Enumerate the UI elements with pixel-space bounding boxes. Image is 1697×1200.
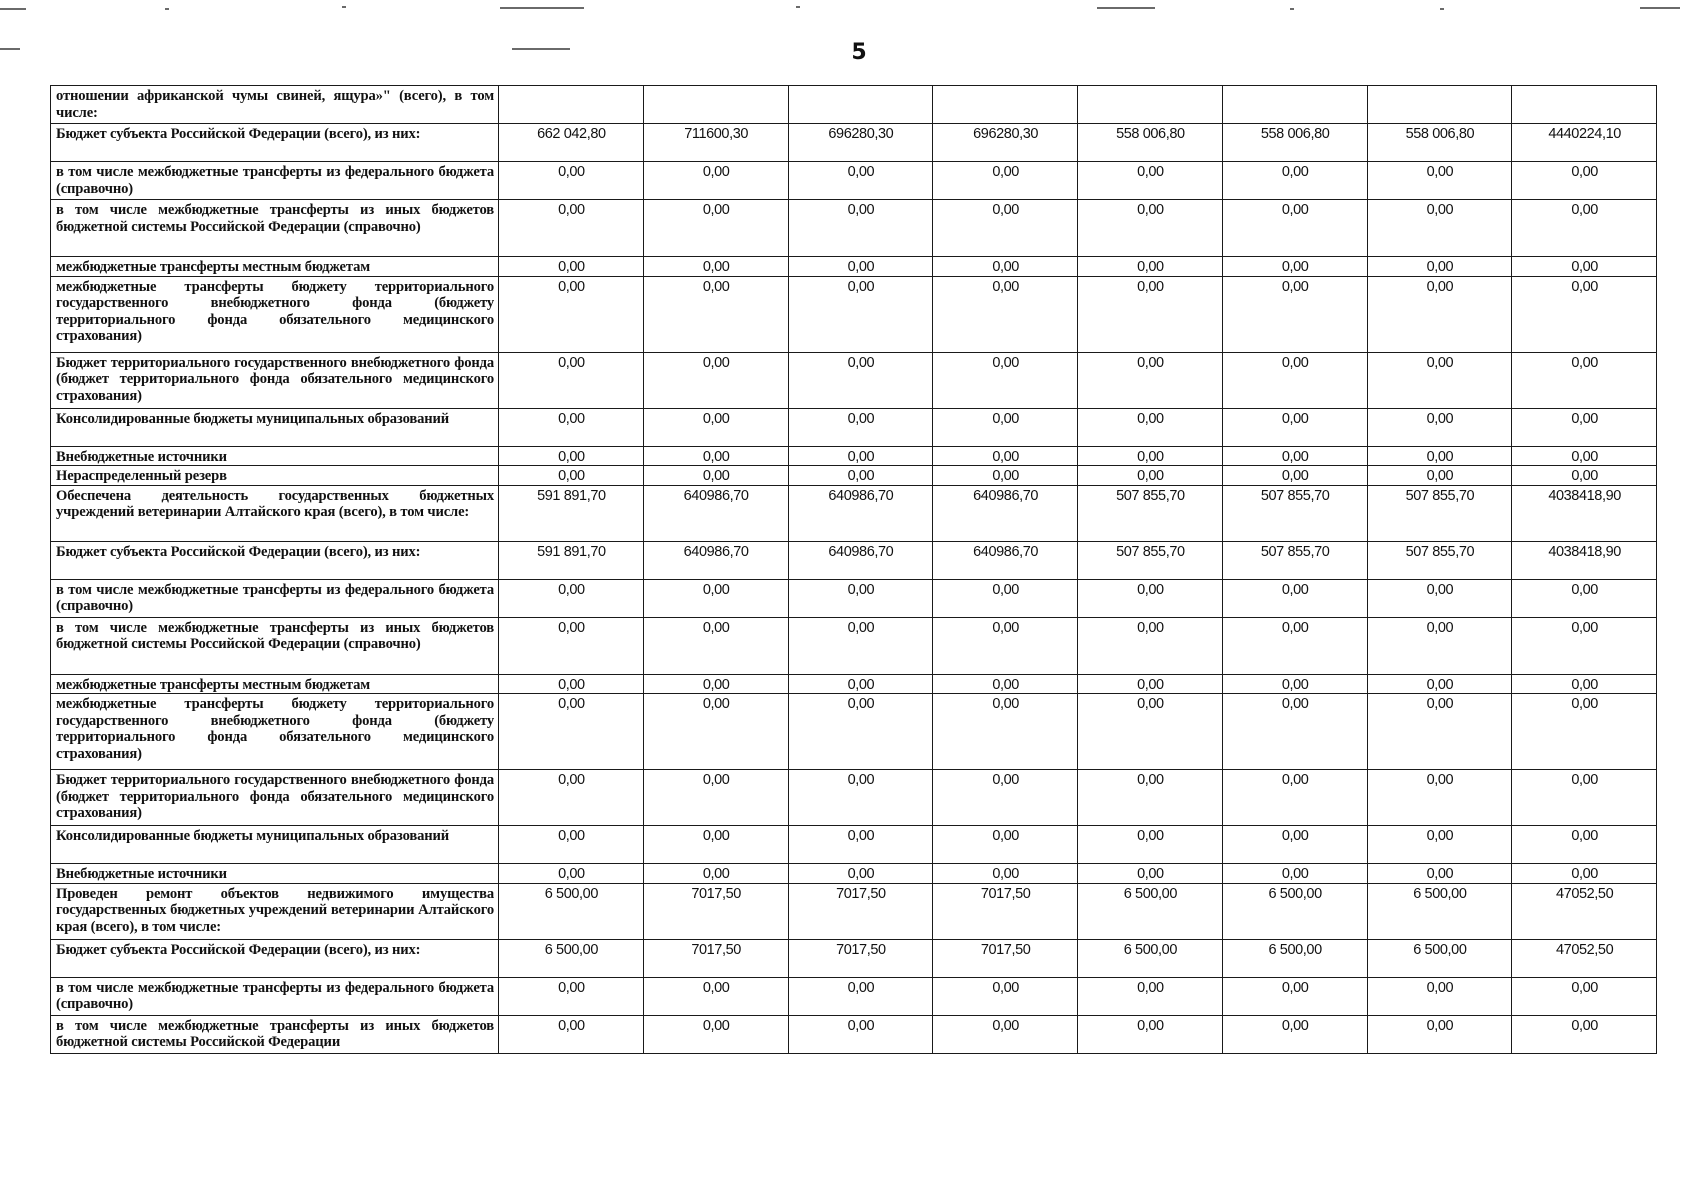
value-cell: 0,00 (788, 352, 933, 408)
value-cell: 507 855,70 (1367, 541, 1512, 579)
row-label: межбюджетные трансферты бюджету территориального государственного внебюджетного фонда (бюджету территориального фонда обязательного медицинского страхования) (51, 276, 499, 352)
value-cell: 0,00 (1512, 1015, 1657, 1053)
value-cell: 0,00 (933, 674, 1078, 694)
value-cell: 0,00 (1222, 408, 1367, 446)
table-row (51, 408, 1657, 446)
value-cell: 7017,50 (788, 883, 933, 939)
page-number: 5 (851, 40, 867, 65)
row-label: Бюджет субъекта Российской Федерации (всего), из них: (51, 541, 499, 579)
value-cell: 0,00 (1512, 826, 1657, 864)
row-label: в том числе межбюджетные трансферты из федерального бюджета (справочно) (51, 579, 499, 617)
value-cell: 0,00 (643, 674, 788, 694)
table-row (51, 466, 1657, 486)
value-cell: 0,00 (643, 466, 788, 486)
value-cell: 640986,70 (788, 541, 933, 579)
value-cell: 0,00 (933, 352, 1078, 408)
table-row (51, 485, 1657, 541)
value-cell: 0,00 (1367, 579, 1512, 617)
scan-artifacts (0, 0, 1697, 20)
value-cell: 0,00 (1367, 770, 1512, 826)
value-cell: 0,00 (1078, 694, 1223, 770)
value-cell: 507 855,70 (1078, 485, 1223, 541)
value-cell: 0,00 (1078, 352, 1223, 408)
table-row (51, 674, 1657, 694)
value-cell: 0,00 (499, 352, 644, 408)
table-row (51, 883, 1657, 939)
value-cell: 6 500,00 (499, 939, 644, 977)
value-cell: 0,00 (788, 674, 933, 694)
value-cell: 0,00 (1367, 408, 1512, 446)
value-cell: 0,00 (1512, 674, 1657, 694)
value-cell: 0,00 (1222, 162, 1367, 200)
value-cell: 0,00 (933, 617, 1078, 674)
value-cell: 0,00 (788, 826, 933, 864)
value-cell: 47052,50 (1512, 939, 1657, 977)
table-row (51, 86, 1657, 124)
value-cell: 507 855,70 (1222, 541, 1367, 579)
value-cell (933, 86, 1078, 124)
value-cell: 0,00 (643, 352, 788, 408)
value-cell (643, 86, 788, 124)
value-cell: 0,00 (788, 257, 933, 277)
value-cell: 640986,70 (933, 485, 1078, 541)
value-cell: 0,00 (1222, 864, 1367, 884)
value-cell: 0,00 (1078, 579, 1223, 617)
value-cell: 0,00 (1222, 446, 1367, 466)
value-cell: 0,00 (499, 674, 644, 694)
value-cell: 0,00 (1222, 694, 1367, 770)
value-cell: 0,00 (643, 408, 788, 446)
value-cell: 0,00 (1222, 977, 1367, 1015)
row-label: Внебюджетные источники (51, 864, 499, 884)
value-cell: 0,00 (499, 1015, 644, 1053)
value-cell: 0,00 (499, 864, 644, 884)
value-cell: 0,00 (1512, 864, 1657, 884)
value-cell: 0,00 (1078, 276, 1223, 352)
table-row (51, 939, 1657, 977)
value-cell: 0,00 (933, 1015, 1078, 1053)
row-label: в том числе межбюджетные трансферты из федерального бюджета (справочно) (51, 977, 499, 1015)
table-row (51, 864, 1657, 884)
value-cell: 507 855,70 (1367, 485, 1512, 541)
value-cell: 0,00 (499, 162, 644, 200)
value-cell: 7017,50 (643, 883, 788, 939)
value-cell: 0,00 (499, 200, 644, 257)
value-cell: 0,00 (1222, 352, 1367, 408)
value-cell: 0,00 (1078, 864, 1223, 884)
value-cell: 0,00 (1078, 162, 1223, 200)
value-cell: 0,00 (788, 466, 933, 486)
value-cell (788, 86, 933, 124)
table-row (51, 162, 1657, 200)
row-label: отношении африканской чумы свиней, ящура»" (всего), в том числе: (51, 86, 499, 124)
value-cell: 0,00 (933, 977, 1078, 1015)
value-cell: 0,00 (1078, 200, 1223, 257)
value-cell: 0,00 (1078, 408, 1223, 446)
row-label: в том числе межбюджетные трансферты из иных бюджетов бюджетной системы Российской Федерации (справочно) (51, 200, 499, 257)
row-label: Консолидированные бюджеты муниципальных образований (51, 826, 499, 864)
value-cell: 640986,70 (933, 541, 1078, 579)
value-cell: 0,00 (1078, 977, 1223, 1015)
value-cell: 0,00 (933, 826, 1078, 864)
value-cell: 0,00 (1222, 579, 1367, 617)
value-cell: 0,00 (1222, 257, 1367, 277)
value-cell: 0,00 (1367, 977, 1512, 1015)
table-row (51, 826, 1657, 864)
value-cell: 6 500,00 (499, 883, 644, 939)
value-cell: 0,00 (788, 446, 933, 466)
value-cell: 0,00 (1367, 276, 1512, 352)
value-cell (1512, 86, 1657, 124)
value-cell: 0,00 (499, 977, 644, 1015)
value-cell: 6 500,00 (1367, 939, 1512, 977)
value-cell: 6 500,00 (1222, 883, 1367, 939)
value-cell: 696280,30 (933, 124, 1078, 162)
row-label: в том числе межбюджетные трансферты из иных бюджетов бюджетной системы Российской Федерации (51, 1015, 499, 1053)
value-cell: 0,00 (643, 617, 788, 674)
value-cell: 0,00 (933, 466, 1078, 486)
value-cell: 711600,30 (643, 124, 788, 162)
value-cell: 0,00 (643, 579, 788, 617)
value-cell: 0,00 (1078, 674, 1223, 694)
value-cell: 7017,50 (933, 939, 1078, 977)
value-cell: 7017,50 (933, 883, 1078, 939)
value-cell: 0,00 (788, 1015, 933, 1053)
value-cell: 0,00 (933, 276, 1078, 352)
value-cell: 0,00 (933, 200, 1078, 257)
value-cell: 0,00 (1512, 162, 1657, 200)
value-cell: 0,00 (933, 408, 1078, 446)
row-label: Бюджет территориального государственного внебюджетного фонда (бюджет территориального фонда обязательного медицинского страхования) (51, 770, 499, 826)
table-row (51, 694, 1657, 770)
value-cell: 0,00 (1367, 674, 1512, 694)
value-cell: 0,00 (1367, 257, 1512, 277)
value-cell: 0,00 (499, 408, 644, 446)
value-cell: 558 006,80 (1222, 124, 1367, 162)
value-cell: 0,00 (643, 770, 788, 826)
value-cell: 47052,50 (1512, 883, 1657, 939)
value-cell: 696280,30 (788, 124, 933, 162)
value-cell (1222, 86, 1367, 124)
value-cell: 0,00 (499, 617, 644, 674)
value-cell: 0,00 (1367, 200, 1512, 257)
value-cell: 0,00 (1078, 826, 1223, 864)
value-cell: 0,00 (933, 770, 1078, 826)
value-cell: 0,00 (1367, 617, 1512, 674)
value-cell: 0,00 (1078, 770, 1223, 826)
value-cell: 0,00 (788, 276, 933, 352)
value-cell: 0,00 (788, 694, 933, 770)
value-cell: 0,00 (1512, 446, 1657, 466)
value-cell: 0,00 (788, 579, 933, 617)
value-cell: 0,00 (1367, 162, 1512, 200)
value-cell: 0,00 (643, 200, 788, 257)
value-cell: 0,00 (933, 257, 1078, 277)
value-cell: 0,00 (1222, 770, 1367, 826)
value-cell: 0,00 (1222, 466, 1367, 486)
value-cell: 0,00 (499, 276, 644, 352)
value-cell: 0,00 (643, 276, 788, 352)
budget-table (50, 85, 1657, 1054)
value-cell: 0,00 (1512, 352, 1657, 408)
value-cell: 0,00 (1367, 352, 1512, 408)
value-cell: 0,00 (1222, 1015, 1367, 1053)
value-cell: 507 855,70 (1078, 541, 1223, 579)
value-cell: 4440224,10 (1512, 124, 1657, 162)
table-row (51, 257, 1657, 277)
value-cell: 0,00 (499, 257, 644, 277)
value-cell: 0,00 (933, 694, 1078, 770)
row-label: Консолидированные бюджеты муниципальных образований (51, 408, 499, 446)
row-label: в том числе межбюджетные трансферты из федерального бюджета (справочно) (51, 162, 499, 200)
value-cell: 0,00 (1512, 466, 1657, 486)
row-label: Внебюджетные источники (51, 446, 499, 466)
value-cell: 6 500,00 (1222, 939, 1367, 977)
value-cell: 7017,50 (643, 939, 788, 977)
table-row (51, 770, 1657, 826)
value-cell (1367, 86, 1512, 124)
value-cell: 640986,70 (788, 485, 933, 541)
value-cell: 0,00 (1512, 276, 1657, 352)
value-cell: 0,00 (1512, 257, 1657, 277)
value-cell: 0,00 (933, 579, 1078, 617)
row-label: Бюджет субъекта Российской Федерации (всего), из них: (51, 124, 499, 162)
value-cell: 0,00 (499, 826, 644, 864)
table-row (51, 276, 1657, 352)
value-cell: 0,00 (499, 466, 644, 486)
table-row (51, 617, 1657, 674)
row-label: межбюджетные трансферты местным бюджетам (51, 257, 499, 277)
row-label: межбюджетные трансферты бюджету территориального государственного внебюджетного фонда (бюджету территориального фонда обязательного медицинского страхования) (51, 694, 499, 770)
value-cell: 0,00 (1222, 826, 1367, 864)
value-cell: 0,00 (1367, 1015, 1512, 1053)
value-cell: 0,00 (1367, 864, 1512, 884)
value-cell: 0,00 (643, 826, 788, 864)
table-row (51, 352, 1657, 408)
value-cell: 0,00 (1222, 276, 1367, 352)
value-cell: 0,00 (788, 864, 933, 884)
value-cell: 6 500,00 (1078, 883, 1223, 939)
value-cell: 591 891,70 (499, 485, 644, 541)
row-label: Бюджет территориального государственного внебюджетного фонда (бюджет территориального фонда обязательного медицинского страхования) (51, 352, 499, 408)
value-cell: 0,00 (1512, 408, 1657, 446)
value-cell: 0,00 (933, 446, 1078, 466)
value-cell: 0,00 (1078, 617, 1223, 674)
value-cell: 0,00 (1078, 446, 1223, 466)
value-cell: 0,00 (933, 162, 1078, 200)
value-cell: 0,00 (1367, 826, 1512, 864)
value-cell: 4038418,90 (1512, 485, 1657, 541)
value-cell: 0,00 (1222, 674, 1367, 694)
value-cell: 0,00 (1367, 466, 1512, 486)
value-cell: 0,00 (1222, 617, 1367, 674)
value-cell: 0,00 (788, 977, 933, 1015)
value-cell: 0,00 (643, 694, 788, 770)
value-cell: 507 855,70 (1222, 485, 1367, 541)
value-cell: 0,00 (1512, 579, 1657, 617)
value-cell: 0,00 (1512, 617, 1657, 674)
value-cell: 0,00 (1512, 694, 1657, 770)
value-cell: 0,00 (499, 770, 644, 826)
value-cell: 0,00 (643, 257, 788, 277)
table-row (51, 446, 1657, 466)
row-label: Нераспределенный резерв (51, 466, 499, 486)
value-cell: 0,00 (933, 864, 1078, 884)
value-cell: 0,00 (499, 579, 644, 617)
row-label: Проведен ремонт объектов недвижимого имущества государственных бюджетных учреждений ветеринарии Алтайского края (всего), в том числе: (51, 883, 499, 939)
value-cell: 558 006,80 (1367, 124, 1512, 162)
value-cell: 0,00 (788, 770, 933, 826)
value-cell: 0,00 (1367, 446, 1512, 466)
value-cell: 0,00 (499, 446, 644, 466)
value-cell: 0,00 (1222, 200, 1367, 257)
value-cell: 591 891,70 (499, 541, 644, 579)
table-row (51, 541, 1657, 579)
value-cell: 0,00 (1512, 977, 1657, 1015)
row-label: в том числе межбюджетные трансферты из иных бюджетов бюджетной системы Российской Федерации (справочно) (51, 617, 499, 674)
value-cell (1078, 86, 1223, 124)
value-cell: 0,00 (1512, 200, 1657, 257)
value-cell (499, 86, 644, 124)
table-row (51, 579, 1657, 617)
value-cell: 7017,50 (788, 939, 933, 977)
value-cell: 0,00 (788, 408, 933, 446)
value-cell: 0,00 (1367, 694, 1512, 770)
value-cell: 0,00 (788, 200, 933, 257)
table-row (51, 1015, 1657, 1053)
value-cell: 0,00 (1512, 770, 1657, 826)
value-cell: 0,00 (643, 446, 788, 466)
value-cell: 662 042,80 (499, 124, 644, 162)
row-label: межбюджетные трансферты местным бюджетам (51, 674, 499, 694)
table-row (51, 977, 1657, 1015)
value-cell: 4038418,90 (1512, 541, 1657, 579)
value-cell: 0,00 (643, 977, 788, 1015)
value-cell: 6 500,00 (1078, 939, 1223, 977)
row-label: Бюджет субъекта Российской Федерации (всего), из них: (51, 939, 499, 977)
value-cell: 6 500,00 (1367, 883, 1512, 939)
budget-table-body (51, 86, 1657, 1054)
value-cell: 0,00 (643, 162, 788, 200)
value-cell: 0,00 (1078, 466, 1223, 486)
value-cell: 640986,70 (643, 485, 788, 541)
value-cell: 558 006,80 (1078, 124, 1223, 162)
value-cell: 0,00 (643, 1015, 788, 1053)
value-cell: 0,00 (643, 864, 788, 884)
value-cell: 0,00 (788, 617, 933, 674)
value-cell: 0,00 (788, 162, 933, 200)
table-row (51, 124, 1657, 162)
table-row (51, 200, 1657, 257)
value-cell: 0,00 (1078, 1015, 1223, 1053)
value-cell: 0,00 (499, 694, 644, 770)
value-cell: 0,00 (1078, 257, 1223, 277)
value-cell: 640986,70 (643, 541, 788, 579)
row-label: Обеспечена деятельность государственных бюджетных учреждений ветеринарии Алтайского края (всего), в том числе: (51, 485, 499, 541)
